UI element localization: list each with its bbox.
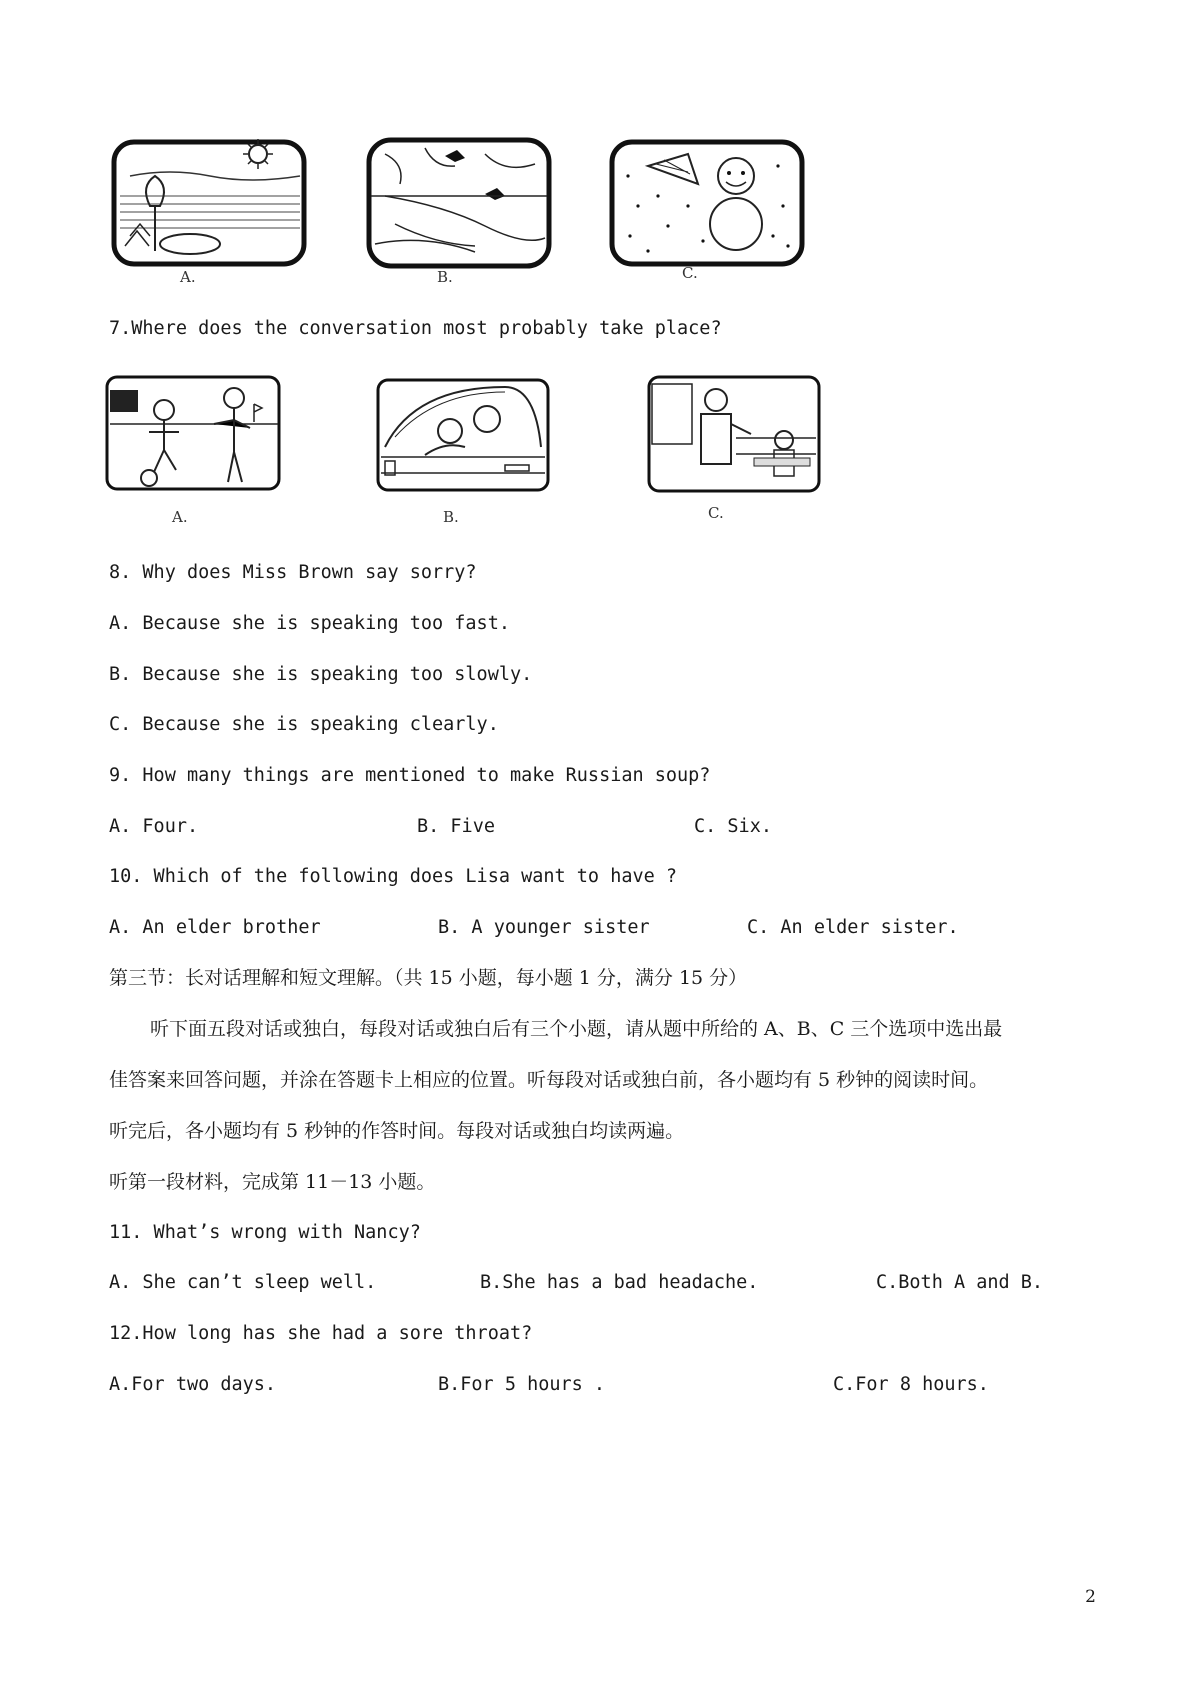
q9-option-b[interactable]: B. Five [417,816,495,837]
q10-option-c[interactable]: C. An elder sister. [747,917,959,938]
q10-option-a[interactable]: A. An elder brother [109,917,321,938]
question-10: 10. Which of the following does Lisa want to have ? [109,866,678,887]
q7-picture-b [375,377,551,493]
q7-picture-c [646,374,822,494]
q10-option-b[interactable]: B. A younger sister [438,917,650,938]
q8-option-b[interactable]: B. Because she is speaking too slowly. [109,664,533,685]
q8-option-c[interactable]: C. Because she is speaking clearly. [109,714,499,735]
question-9: 9. How many things are mentioned to make Russian soup? [109,765,711,786]
q12-option-b[interactable]: B.For 5 hours . [438,1374,606,1395]
q7-label-a: A. [172,508,188,526]
question-8: 8. Why does Miss Brown say sorry? [109,562,477,583]
q11-option-b[interactable]: B.She has a bad headache. [480,1272,759,1293]
q6-picture-a [110,136,310,272]
q6-label-a: A. [180,268,196,286]
q6-picture-c [608,136,808,272]
q11-option-a[interactable]: A. She can’t sleep well. [109,1272,377,1293]
section-3-instruction-line-3: 听完后，各小题均有 5 秒钟的作答时间。每段对话或独白均读两遍。 [109,1120,685,1142]
q8-option-a[interactable]: A. Because she is speaking too fast. [109,613,510,634]
q6-label-c: C. [682,264,698,282]
q7-label-c: C. [708,504,724,522]
page-number: 2 [1085,1587,1096,1607]
section-3-instruction-line-1: 听下面五段对话或独白，每段对话或独白后有三个小题，请从题中所给的 A、B、C 三个选项中选出最 [150,1018,1003,1040]
q9-option-a[interactable]: A. Four. [109,816,199,837]
question-11: 11. What’s wrong with Nancy? [109,1222,421,1243]
section-3-instruction-line-2: 佳答案来回答问题，并涂在答题卡上相应的位置。听每段对话或独白前，各小题均有 5 秒钟的阅读时间。 [109,1069,989,1091]
q7-picture-a [104,374,282,494]
section-3-heading: 第三节：长对话理解和短文理解。（共 15 小题，每小题 1 分，满分 15 分） [109,967,748,989]
q6-label-b: B. [437,268,453,286]
q12-option-a[interactable]: A.For two days. [109,1374,277,1395]
question-7: 7.Where does the conversation most probably take place? [109,318,722,339]
q12-option-c[interactable]: C.For 8 hours. [833,1374,989,1395]
q9-option-c[interactable]: C. Six. [694,816,772,837]
q6-picture-b [365,134,555,274]
q7-label-b: B. [443,508,459,526]
q11-option-c[interactable]: C.Both A and B. [876,1272,1044,1293]
question-12: 12.How long has she had a sore throat? [109,1323,533,1344]
material-1-heading: 听第一段材料，完成第 11－13 小题。 [109,1171,436,1193]
